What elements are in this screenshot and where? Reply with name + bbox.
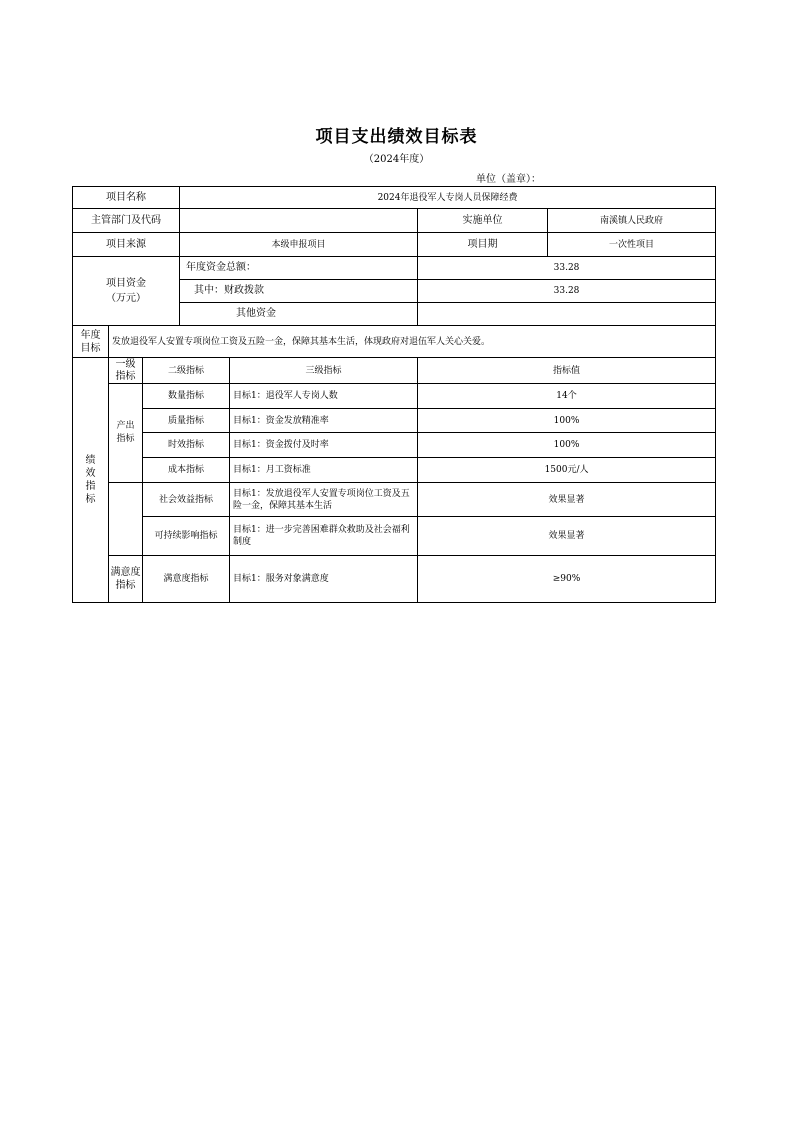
period-cell	[418, 233, 716, 257]
source-label: 项目来源	[73, 233, 180, 257]
source-value: 本级申报项目	[180, 233, 418, 257]
value-cell: 1500元/人	[418, 458, 716, 483]
value-cell: 效果显著	[418, 517, 716, 556]
level2-cell: 可持续影响指标	[143, 517, 230, 556]
row-indicator-header	[73, 358, 716, 384]
level2-cell: 满意度指标	[143, 556, 230, 603]
satisfaction-level1: 满意度 指标	[109, 556, 143, 603]
level2-cell: 成本指标	[143, 458, 230, 483]
dept-label: 主管部门及代码	[73, 209, 180, 233]
level3-cell: 目标1：服务对象满意度	[230, 556, 418, 603]
value-cell: ≥90%	[418, 556, 716, 603]
level3-cell: 目标1：发放退役军人安置专项岗位工资及五险一金，保障其基本生活	[230, 483, 418, 517]
row-goal	[73, 326, 716, 358]
value-cell: 100%	[418, 433, 716, 458]
impl-label: 实施单位	[418, 209, 548, 232]
row-project-name	[73, 187, 716, 209]
performance-table	[72, 186, 716, 603]
indicator-row	[73, 556, 716, 603]
level2-cell: 时效指标	[143, 433, 230, 458]
level3-cell: 目标1：资金发放精准率	[230, 409, 418, 433]
period-value: 一次性项目	[609, 239, 655, 250]
indicator-row	[73, 384, 716, 409]
project-name-value: 2024年退役军人专岗人员保障经费	[180, 187, 716, 209]
level2-cell: 质量指标	[143, 409, 230, 433]
unit-seal-label: 单位（盖章）：	[476, 174, 541, 185]
row-funds-total	[73, 257, 716, 280]
funds-total-value: 33.28	[418, 257, 716, 280]
col-level2: 二级指标	[143, 358, 230, 384]
indicator-row	[73, 483, 716, 517]
funds-other-value	[418, 303, 716, 326]
indicator-group-label	[73, 358, 109, 603]
level3-cell: 目标1：资金拨付及时率	[230, 433, 418, 458]
impl-value: 南溪镇人民政府	[600, 215, 664, 226]
output-level1-text: 产出指标	[116, 421, 135, 444]
indicator-row	[73, 517, 716, 556]
funds-label: 项目资金 （万元）	[73, 257, 180, 326]
page-title: 项目支出绩效目标表	[315, 127, 478, 147]
level2-cell: 数量指标	[143, 384, 230, 409]
funds-fiscal-label: 其中：财政拨款	[180, 280, 418, 303]
dept-impl-cell	[418, 209, 716, 233]
level3-cell: 目标1：退役军人专岗人数	[230, 384, 418, 409]
value-cell: 效果显著	[418, 483, 716, 517]
funds-other-label: 其他资金	[180, 303, 418, 326]
output-level1	[109, 384, 143, 483]
indicator-group-text: 绩效指标	[85, 455, 96, 505]
indicator-row	[73, 433, 716, 458]
dept-value	[180, 209, 418, 233]
period-label: 项目期	[418, 233, 548, 256]
level3-cell: 目标1：月工资标准	[230, 458, 418, 483]
value-cell: 100%	[418, 409, 716, 433]
project-name-label: 项目名称	[73, 187, 180, 209]
row-dept	[73, 209, 716, 233]
level2-cell: 社会效益指标	[143, 483, 230, 517]
col-level1: 一级 指标	[109, 358, 143, 384]
col-value: 指标值	[418, 358, 716, 384]
value-cell: 14个	[418, 384, 716, 409]
year-label: （2024年度）	[363, 154, 430, 165]
col-level3: 三级指标	[230, 358, 418, 384]
row-source	[73, 233, 716, 257]
indicator-row	[73, 458, 716, 483]
indicator-row	[73, 409, 716, 433]
funds-fiscal-value: 33.28	[418, 280, 716, 303]
goal-text: 发放退役军人安置专项岗位工资及五险一金，保障其基本生活，体现政府对退伍军人关心关爱。	[109, 326, 716, 358]
goal-label: 年度 目标	[73, 326, 109, 358]
level3-cell: 目标1：进一步完善困难群众救助及社会福利制度	[230, 517, 418, 556]
funds-total-label: 年度资金总额：	[180, 257, 418, 280]
effect-level1	[109, 483, 143, 556]
